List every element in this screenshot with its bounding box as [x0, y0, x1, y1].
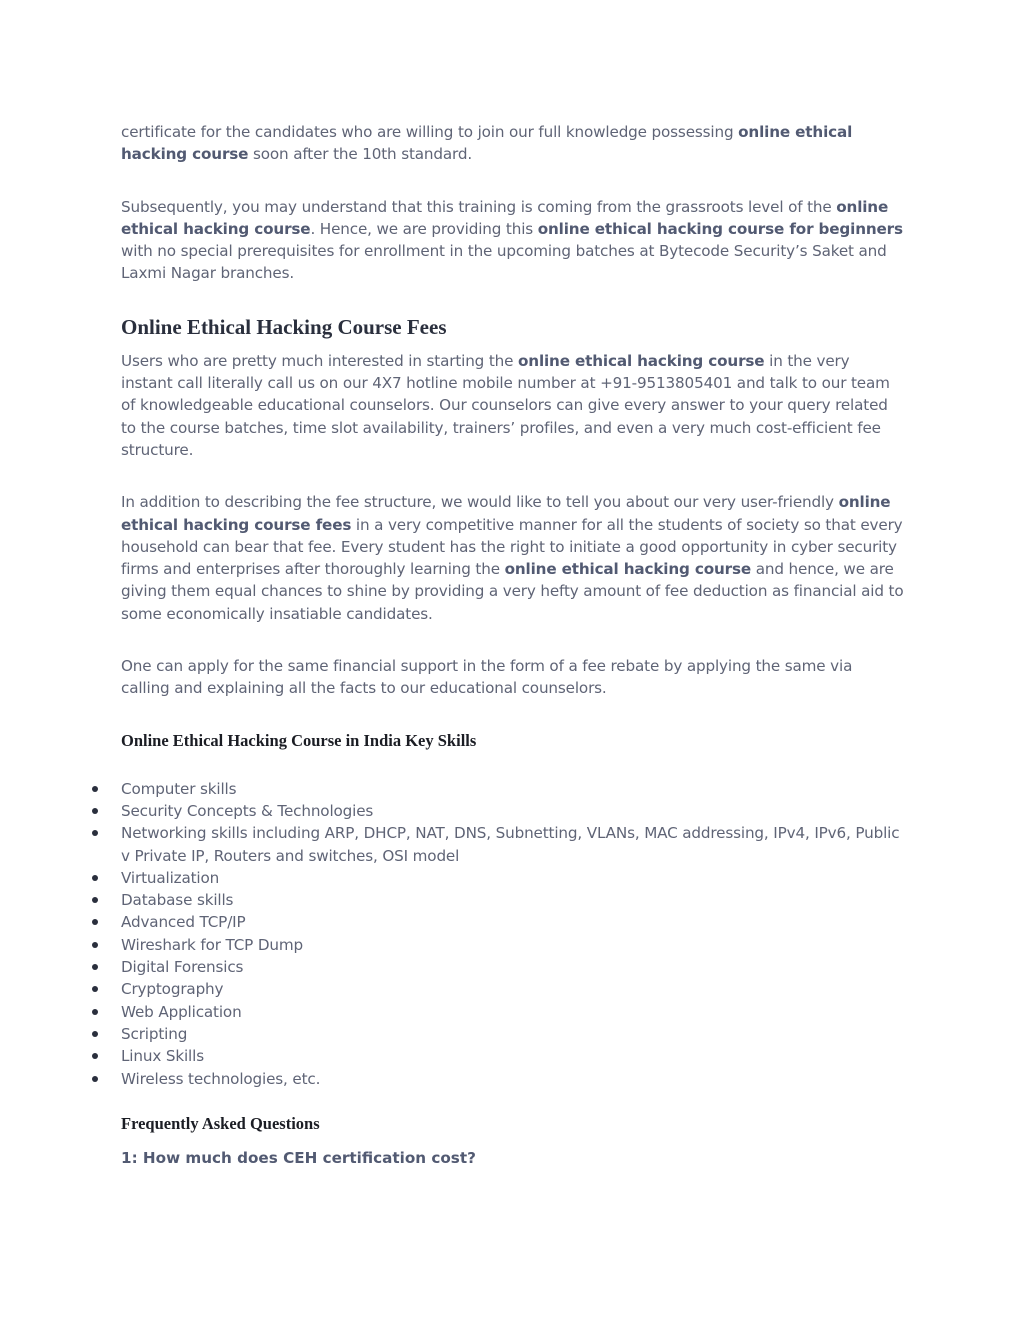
- list-item: [121, 867, 905, 889]
- text-run: and hence, we are giving them equal chances to shine by providing a very hefty amount of fee deduction as financial aid to some economically insatiable candidates.: [121, 560, 904, 623]
- list-item-text: Linux Skills: [121, 1047, 204, 1066]
- text-run: Users who are pretty much interested in starting the: [121, 351, 518, 370]
- bullet-icon: [92, 919, 98, 925]
- bullet-icon: [92, 830, 98, 836]
- paragraph-financial-support: [121, 655, 905, 700]
- bold-keyword: online ethical hacking course fees: [121, 493, 891, 534]
- list-item-text: Digital Forensics: [121, 958, 244, 977]
- list-item-text: Wireshark for TCP Dump: [121, 935, 304, 954]
- paragraph-hotline: [121, 350, 905, 461]
- list-item: [121, 911, 905, 933]
- list-item: [121, 800, 905, 822]
- paragraph-grassroots: [121, 196, 905, 285]
- bullet-icon: [92, 986, 98, 992]
- bullet-icon: [92, 786, 98, 792]
- list-item: [121, 1068, 905, 1090]
- list-item: [121, 1045, 905, 1067]
- bullet-icon: [92, 1031, 98, 1037]
- bold-keyword: online ethical hacking course: [121, 123, 853, 164]
- list-item-text: Cryptography: [121, 980, 224, 999]
- list-item: [121, 1023, 905, 1045]
- bullet-icon: [92, 808, 98, 814]
- list-item: [121, 956, 905, 978]
- bullet-icon: [92, 964, 98, 970]
- bullet-icon: [92, 897, 98, 903]
- bullet-icon: [92, 1076, 98, 1082]
- text-run: with no special prerequisites for enrollment in the upcoming batches at Bytecode Security’s Saket and Laxmi Nagar branches.: [121, 242, 887, 283]
- list-item: [121, 978, 905, 1000]
- bullet-icon: [92, 1009, 98, 1015]
- list-item: [121, 934, 905, 956]
- list-item-text: Web Application: [121, 1002, 242, 1021]
- bold-keyword: online ethical hacking course: [121, 197, 889, 238]
- document-content: [121, 121, 905, 1167]
- list-item: [121, 822, 905, 867]
- heading-key-skills: Online Ethical Hacking Course in India Key Skills: [121, 730, 477, 750]
- text-run: in a very competitive manner for all the students of society so that every household can bear that fee. Every student has the right to initiate a good opportunity in cyber security firms and enterprises after thoroughly learning the: [121, 515, 903, 579]
- bullet-icon: [92, 875, 98, 881]
- bullet-icon: [92, 942, 98, 948]
- heading-course-fees: Online Ethical Hacking Course Fees: [121, 314, 447, 339]
- bullet-icon: [92, 1053, 98, 1059]
- text-run: certificate for the candidates who are willing to join our full knowledge possessing: [121, 123, 739, 141]
- list-item-text: Scripting: [121, 1024, 188, 1043]
- text-run: Subsequently, you may understand that this training is coming from the grassroots level of the: [121, 197, 837, 216]
- list-item-text: Computer skills: [121, 779, 237, 798]
- bold-keyword: online ethical hacking course for beginners: [537, 219, 903, 238]
- text-run: One can apply for the same financial support in the form of a fee rebate by applying the same via calling and explaining all the facts to our educational counselors.: [121, 657, 853, 698]
- text-run: . Hence, we are providing this: [310, 219, 538, 238]
- heading-faq: Frequently Asked Questions: [121, 1113, 320, 1133]
- list-item-text: Virtualization: [121, 868, 220, 887]
- paragraph-fee-structure: [121, 491, 905, 625]
- paragraph-certificate: [121, 121, 905, 166]
- list-item-text: Networking skills including ARP, DHCP, NAT, DNS, Subnetting, VLANs, MAC addressing, IPv4, IPv6, Public v Private IP, Routers and switches, OSI model: [121, 824, 900, 865]
- skills-list: [121, 778, 905, 1090]
- list-item: [121, 1001, 905, 1023]
- list-item-text: Advanced TCP/IP: [121, 913, 246, 932]
- text-run: soon after the 10th standard.: [248, 145, 473, 164]
- faq-question-1: 1: How much does CEH certification cost?: [121, 1148, 476, 1167]
- bold-keyword: online ethical hacking course: [504, 560, 752, 579]
- list-item-text: Security Concepts & Technologies: [121, 801, 374, 820]
- list-item-text: Wireless technologies, etc.: [121, 1069, 321, 1088]
- bold-keyword: online ethical hacking course: [518, 351, 765, 370]
- text-run: In addition to describing the fee structure, we would like to tell you about our very user-friendly: [121, 493, 839, 512]
- list-item-text: Database skills: [121, 891, 234, 910]
- text-run: in the very instant call literally call us on our 4X7 hotline mobile number at +91-9513805401 and talk to our team of knowledgeable educational counselors. Our counselors can give every answer to your query related to the course batches, time slot availability, trainers’ profiles, and even a very much cost-efficient fee structure.: [121, 351, 890, 459]
- list-item: [121, 778, 905, 800]
- list-item: [121, 889, 905, 911]
